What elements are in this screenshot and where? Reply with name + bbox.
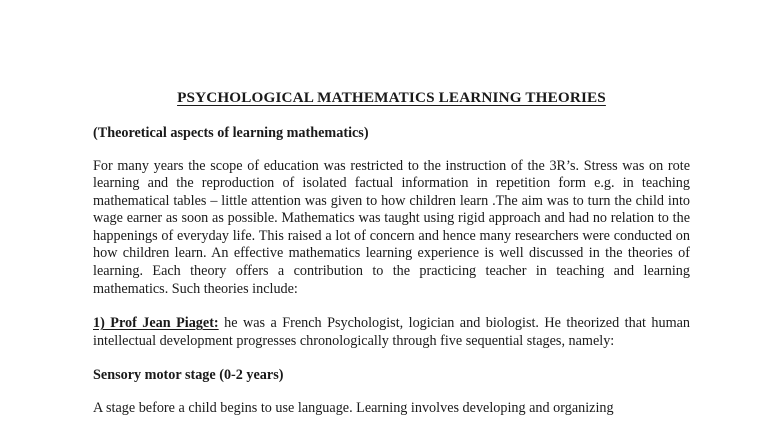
intro-paragraph: For many years the scope of education was restricted to the instruction of the 3R’s. Stress was on rote learning and the reproduction of isolated factual information in repetition form e.g. in teaching mathematical tables – little attention was given to how children learn .The aim was to turn the child into wage earner as soon as possible. Mathematics was taught using rigid approach and had no relation to the happenings of everyday life. This raised a lot of concern and hence many researchers were conducted on how children learn. An effective mathematics learning experience is well discussed in the theories of learning. Each theory offers a contribution to the practicing teacher in teaching and learning mathematics. Such theories include:	[93, 157, 690, 297]
document-subtitle: (Theoretical aspects of learning mathematics)	[93, 125, 369, 142]
piaget-lead-in: 1) Prof Jean Piaget:	[93, 315, 219, 332]
page-title: PSYCHOLOGICAL MATHEMATICS LEARNING THEORIES	[177, 89, 606, 106]
piaget-body-text: he was a French Psychologist, logician and biologist. He theorized that human intellectual development progresses chronologically through five sequential stages, namely:	[93, 315, 691, 349]
piaget-paragraph	[93, 298, 690, 350]
sensory-motor-paragraph: A stage before a child begins to use language. Learning involves developing and organizing	[93, 400, 614, 417]
sensory-motor-stage-heading: Sensory motor stage (0-2 years)	[93, 367, 284, 384]
document-content	[93, 0, 690, 418]
